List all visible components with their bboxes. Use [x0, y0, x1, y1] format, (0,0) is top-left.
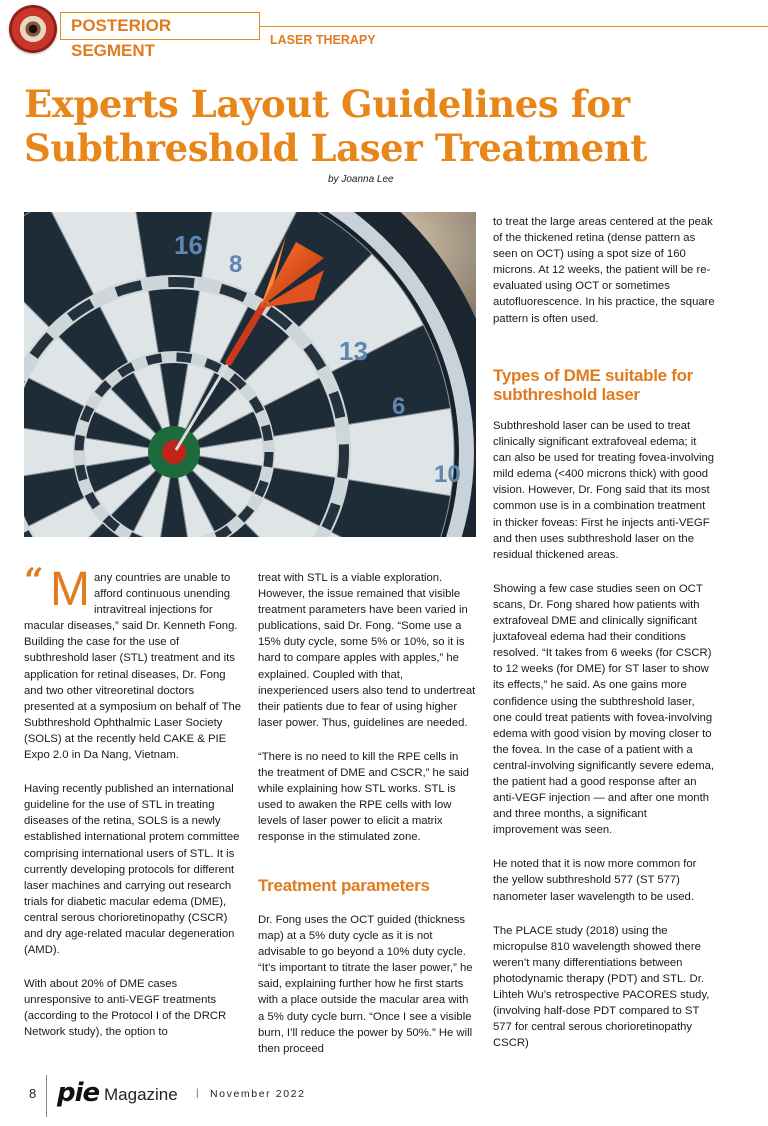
- paragraph: Subthreshold laser can be used to treat clinically significant extrafoveal edema; it can also be used for treating fovea-involving mild edema (<400 microns thick) with good vision. However, Dr. Fong said that its most common use is in a combination treatment in thicker foveas: First he injects anti-VEGF and then uses subthreshold laser on the residual thickened areas.: [493, 420, 715, 561]
- opening-paragraph: [24, 561, 242, 763]
- article-title: [24, 82, 754, 170]
- footer-rule: [46, 1075, 47, 1117]
- dartboard-photo: [24, 212, 476, 537]
- body-column-2: [258, 570, 476, 846]
- opening-line-1: any countries are unable to: [94, 572, 231, 584]
- drop-cap: M: [50, 563, 90, 616]
- subsection-label: LASER THERAPY: [270, 33, 376, 47]
- paragraph: The PLACE study (2018) using the micropulse 810 wavelength showed there weren’t many differentiations between photodynamic therapy (PDT) and STL. Dr. Lihteh Wu’s retrospective PACORES study, (involving half-dose PDT compared to ST 577 for central serous chorioretinopathy CSCR): [493, 924, 710, 1050]
- paragraph: With about 20% of DME cases unresponsive to anti-VEGF treatments (according to the Protocol I of the DRCR Network study), the option to: [24, 978, 227, 1039]
- section-label: POSTERIOR SEGMENT: [60, 12, 260, 40]
- dartboard-number: 16: [174, 230, 203, 260]
- title-line-1: Experts Layout Guidelines for: [24, 82, 630, 126]
- paragraph: Having recently published an international guideline for the use of STL in treating diseases of the retina, SOLS is a newly established international protem committee comprising international users of STL. It is currently developing protocols for different laser machines and carrying out research trials for diabetic macular edema (DME), central serous chorioretinopathy (CSCR) and dry age-related macular degeneration (AMD).: [24, 783, 240, 957]
- dartboard-number: 10: [434, 461, 461, 488]
- body-column-3-top: [493, 214, 715, 327]
- paragraph: He noted that it is now more common for the yellow subthreshold 577 (ST 577) nanometer laser wavelength to be used.: [493, 858, 697, 903]
- opening-line-2: afford continuous unending: [94, 588, 231, 601]
- page-number: 8: [29, 1086, 37, 1101]
- dartboard-number: 6: [392, 393, 406, 420]
- pie-logo: pie: [57, 1078, 100, 1108]
- dartboard-illustration: [24, 212, 476, 537]
- open-quote-mark: “: [24, 561, 44, 601]
- paragraph: treat with STL is a viable exploration. However, the issue remained that visible treatment parameters have been varied in publications, said Dr. Fong. “Some use a 15% duty cycle, some 5% or 10%, so it is hard to compare apples with apples,” he explained. Coupled with that, inexperienced users also tend to undertreat their patients due to fear of using higher laser power. Thus, guidelines are needed.: [258, 572, 476, 729]
- dartboard-number: 13: [339, 336, 368, 366]
- footer-separator: |: [196, 1088, 199, 1099]
- paragraph: Showing a few case studies seen on OCT scans, Dr. Fong shared how patients with extrafoveal DME and clinically significant juxtafoveal edema had their conditions resolved. “It takes from 6 weeks (for CSCR) to 12 weeks (for DME) for ST laser to show its effects,” he said. As one gains more confidence using the subthreshold laser, one could treat patients with fovea-involving edema with good vision by moving closer to the fovea. In the case of a patient with a central-involving significantly severe edema, the patient had a good response after an anti-VEGF injection — and after one month and three months, a significant improvement was seen.: [493, 582, 715, 837]
- body-column-2-continued: [258, 912, 476, 1057]
- byline: by Joanna Lee: [328, 174, 394, 185]
- title-line-2: Subthreshold Laser Treatment: [24, 126, 647, 170]
- section-heading-types-of-dme: Types of DME suitable for subthreshold laser: [493, 366, 693, 404]
- body-column-3: [493, 418, 715, 1051]
- opening-line-3: intravitreal injections for: [94, 604, 213, 617]
- opening-paragraph-rest: macular diseases,” said Dr. Kenneth Fong. Building the case for the use of subthreshold laser (STL) treatment and its application for retinal diseases, Dr. Fong and two other vitreoretinal doctors presented at a symposium on behalf of The Subthreshold Ophthalmic Laser Society (SOLS) at the recently held CAKE & PIE Expo 2.0 in Da Nang, Vietnam.: [24, 620, 242, 762]
- dartboard-number: 8: [229, 251, 243, 278]
- body-column-1: [24, 561, 242, 1041]
- paragraph: “There is no need to kill the RPE cells in the treatment of DME and CSCR,” he said while explaining how STL works. STL is used to awaken the RPE cells with low levels of laser power to elicit a matrix response in the stimulated zone.: [258, 750, 469, 844]
- paragraph: to treat the large areas centered at the peak of the thickened retina (dense pattern as seen on OCT) using a spot size of 160 microns. At 12 weeks, the patient will be re-evaluated using OCT or sometimes autofluorescence. In his practice, the square pattern is often used.: [493, 216, 715, 325]
- paragraph: Dr. Fong uses the OCT guided (thickness map) at a 5% duty cycle as it is not advisable to go beyond a 10% duty cycle. “It’s important to titrate the laser power,” he said, explaining further how he first starts with a place outside the macular area with a 5% duty cycle burn. “Once I see a visible burn, I’ll reduce the power by 50%.” He will then proceed: [258, 914, 473, 1055]
- magazine-name: Magazine: [104, 1085, 178, 1104]
- issue-date: November 2022: [210, 1088, 306, 1100]
- eye-logo-icon: [9, 5, 57, 53]
- section-heading-treatment-parameters: Treatment parameters: [258, 876, 430, 895]
